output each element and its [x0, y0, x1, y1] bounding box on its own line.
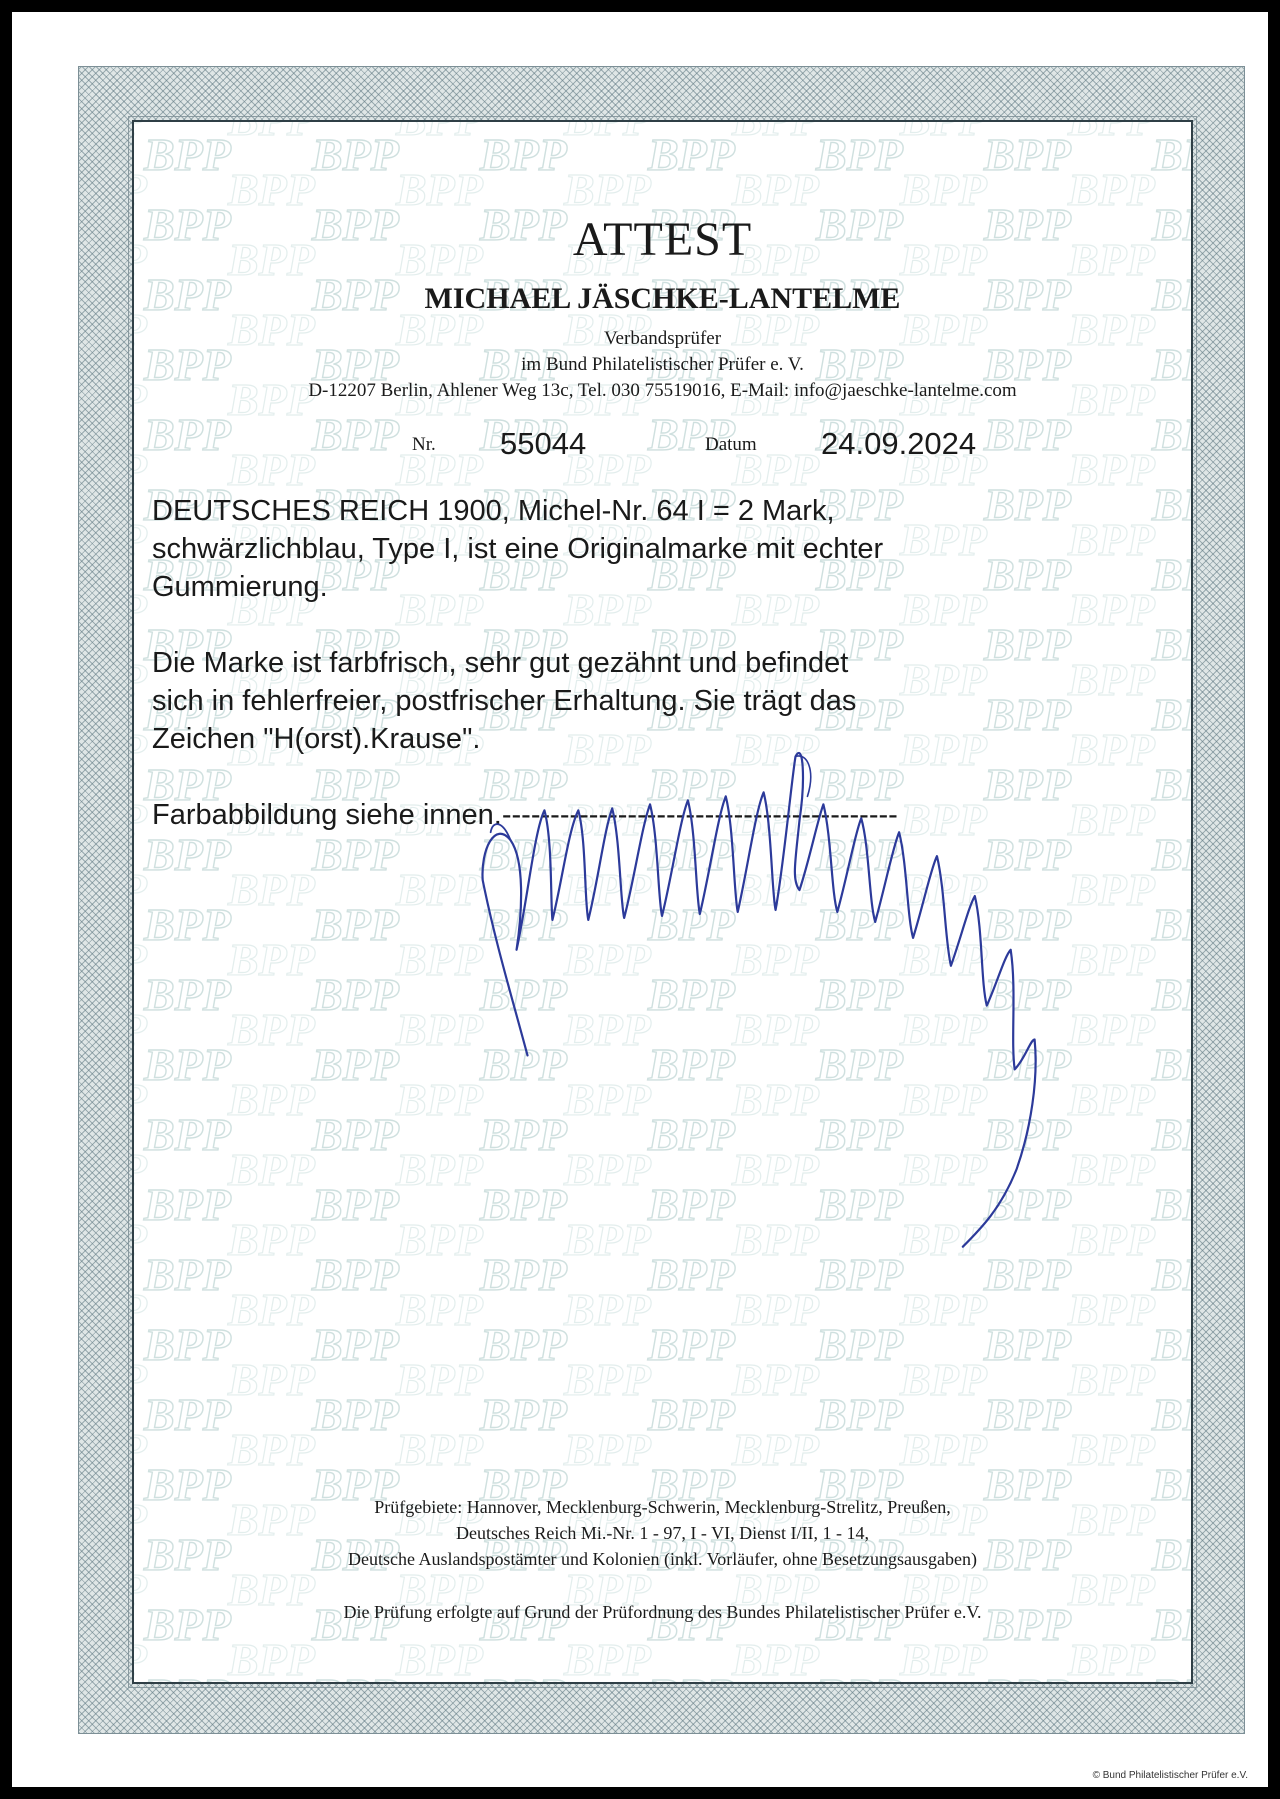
- examiner-role: Verbandsprüfer: [603, 328, 722, 349]
- body-line: Zeichen "H(orst).Krause".: [152, 723, 481, 755]
- examination-regulation-note: Die Prüfung erfolgte auf Grund der Prüfordnung des Bundes Philatelistischer Prüfer e.V.: [343, 1602, 982, 1622]
- footer-line: Prüfgebiete: Hannover, Mecklenburg-Schwerin, Mecklenburg-Strelitz, Preußen,: [374, 1497, 951, 1517]
- date-label: Datum: [705, 434, 757, 455]
- association-name: im Bund Philatelistischer Prüfer e. V.: [521, 354, 804, 375]
- footer-line: Deutsche Auslandspostämter und Kolonien (inkl. Vorläufer, ohne Besetzungsausgaben): [348, 1549, 977, 1569]
- condition-paragraph: [152, 644, 1177, 758]
- examiner-name: MICHAEL JÄSCHKE-LANTELME: [424, 282, 901, 315]
- certificate-number: 55044: [500, 426, 587, 461]
- body-line: Die Marke ist farbfrisch, sehr gut gezähnt und befindet: [152, 647, 849, 679]
- certificate-sheet: [12, 12, 1268, 1787]
- body-line: schwärzlichblau, Type I, ist eine Originalmarke mit echter: [152, 533, 884, 565]
- certificate-meta: [134, 426, 1191, 466]
- stamp-description-paragraph: [152, 492, 1177, 606]
- contact-address: D-12207 Berlin, Ahlener Weg 13c, Tel. 030 75519016, E-Mail: info@jaeschke-lantelme.com: [308, 380, 1017, 401]
- footer-line: Deutsches Reich Mi.-Nr. 1 - 97, I - VI, Dienst I/II, 1 - 14,: [455, 1523, 870, 1543]
- body-line: DEUTSCHES REICH 1900, Michel-Nr. 64 I = 2 Mark,: [152, 495, 835, 527]
- image-note-paragraph: [152, 796, 1177, 834]
- number-label: Nr.: [412, 434, 436, 455]
- certificate-content: [134, 122, 1191, 1682]
- copyright-notice: © Bund Philatelistischer Prüfer e.V.: [1092, 1770, 1248, 1781]
- certificate-date: 24.09.2024: [821, 426, 977, 461]
- body-line: Farbabbildung siehe innen.-----------------------------------------: [152, 799, 898, 831]
- attest-title: ATTEST: [572, 213, 753, 266]
- certificate-panel: [132, 120, 1193, 1684]
- body-line: sich in fehlerfreier, postfrischer Erhaltung. Sie trägt das: [152, 685, 857, 717]
- body-line: Gummierung.: [152, 571, 328, 603]
- examination-areas: [134, 1494, 1191, 1572]
